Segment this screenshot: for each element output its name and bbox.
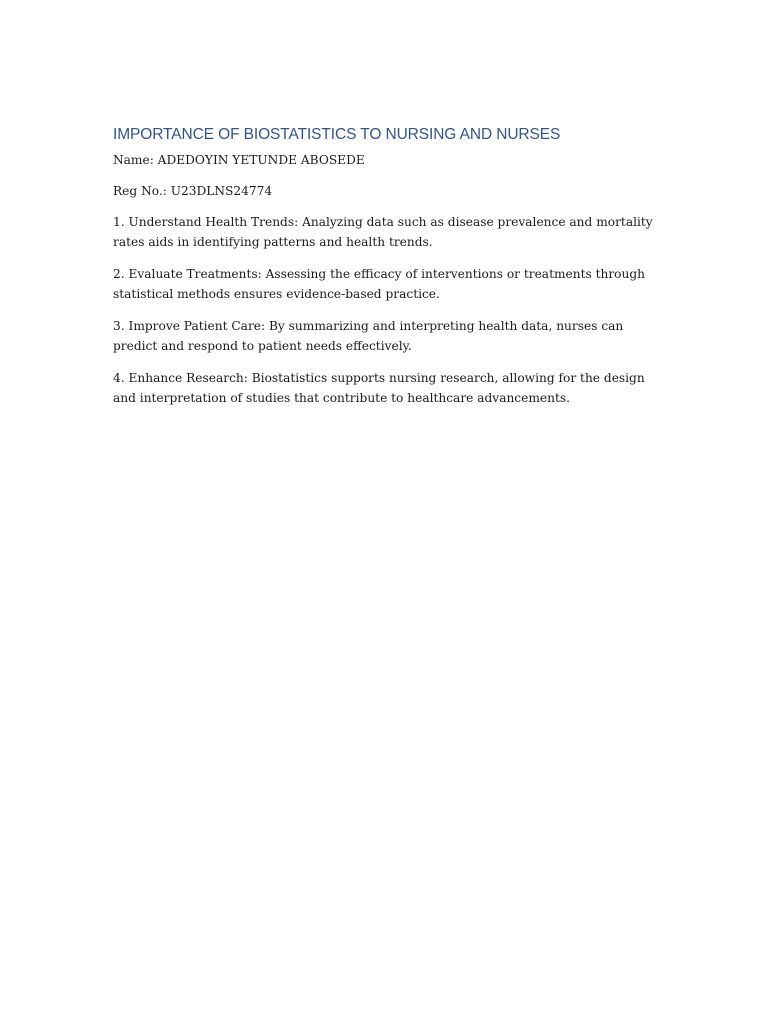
document-title: IMPORTANCE OF BIOSTATISTICS TO NURSING AND NURSES <box>113 126 561 143</box>
document-body <box>113 125 658 421</box>
student-name: Name: ADEDOYIN YETUNDE ABOSEDE <box>113 153 365 167</box>
point-understand-health-trends: 1. Understand Health Trends: Analyzing data such as disease prevalence and mortality rates aids in identifying patterns and health trends. <box>113 215 653 249</box>
point-improve-patient-care: 3. Improve Patient Care: By summarizing and interpreting health data, nurses can predict and respond to patient needs effectively. <box>113 319 624 353</box>
point-enhance-research: 4. Enhance Research: Biostatistics supports nursing research, allowing for the design and interpretation of studies that contribute to healthcare advancements. <box>113 371 645 405</box>
point-evaluate-treatments: 2. Evaluate Treatments: Assessing the efficacy of interventions or treatments through statistical methods ensures evidence-based practice. <box>113 267 646 301</box>
registration-number: Reg No.: U23DLNS24774 <box>113 184 273 198</box>
